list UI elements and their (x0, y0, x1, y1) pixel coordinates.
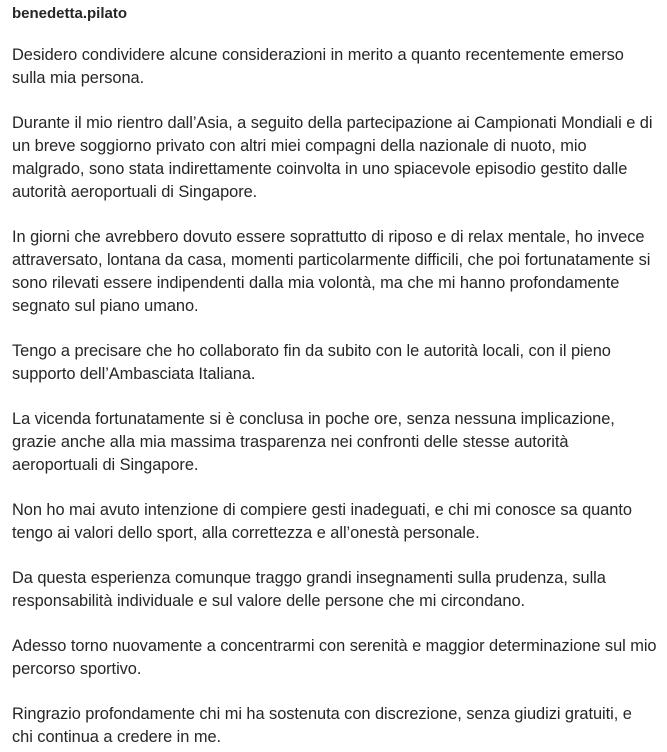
caption-paragraph: Tengo a precisare che ho collaborato fin da subito con le autorità locali, con il pieno supporto dell’Ambasciata Italiana. (12, 342, 611, 383)
username-link[interactable]: benedetta.pilato (12, 5, 128, 22)
caption-paragraph: Desidero condividere alcune considerazioni in merito a quanto recentemente emerso sulla mia persona. (12, 46, 624, 87)
caption-paragraph: In giorni che avrebbero dovuto essere soprattutto di riposo e di relax mentale, ho invece attraversato, lontana da casa, momenti particolarmente difficili, che poi fortunatamente si sono rilevati essere indipendenti dalla mia volontà, ma che mi hanno profondamente segnato sul piano umano. (12, 228, 651, 315)
caption-paragraph: La vicenda fortunatamente si è conclusa in poche ore, senza nessuna implicazione, grazie anche alla mia massima trasparenza nei confronti delle stesse autorità aeroportuali di Singapore. (12, 410, 615, 474)
caption-body (12, 44, 657, 749)
caption-paragraph: Da questa esperienza comunque traggo grandi insegnamenti sulla prudenza, sulla responsabilità individuale e sul valore delle persone che mi circondano. (12, 569, 606, 610)
caption-paragraph: Ringrazio profondamente chi mi ha sostenuta con discrezione, senza giudizi gratuiti, e chi continua a credere in me. (12, 705, 632, 746)
caption-paragraph: Durante il mio rientro dall’Asia, a seguito della partecipazione ai Campionati Mondiali e di un breve soggiorno privato con altri miei compagni della nazionale di nuoto, mio malgrado, sono stata indirettamente coinvolta in uno spiacevole episodio gestito dalle autorità aeroportuali di Singapore. (12, 114, 653, 201)
caption-paragraph: Adesso torno nuovamente a concentrarmi con serenità e maggior determinazione sul mio percorso sportivo. (12, 637, 657, 678)
caption-paragraph: Non ho mai avuto intenzione di compiere gesti inadeguati, e chi mi conosce sa quanto tengo ai valori dello sport, alla correttezza e all’onestà personale. (12, 501, 632, 542)
